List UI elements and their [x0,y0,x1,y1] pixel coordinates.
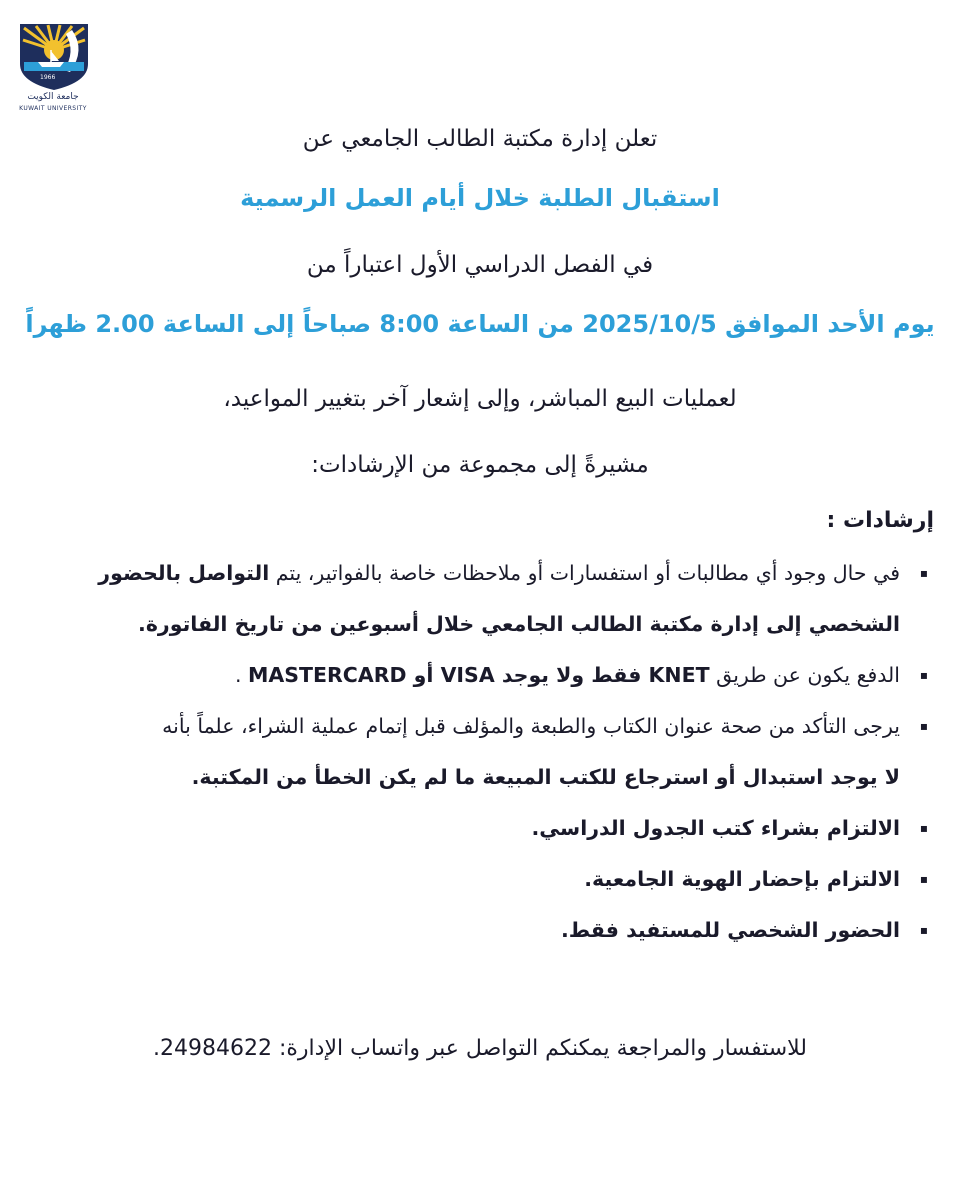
contact-footer: للاستفسار والمراجعة يمكنكم التواصل عبر واتساب الإدارة: 24984622. [153,1036,807,1061]
bullet-icon: ▪ [919,719,928,733]
logo-name-english: KUWAIT UNIVERSITY [19,105,87,112]
bullet-icon: ▪ [919,872,928,886]
logo-year: 1966 [40,74,56,81]
item-text: في حال وجود أي مطالبات أو استفسارات أو ملاحظات خاصة بالفواتير، يتم [269,561,900,585]
item-text-bold: التواصل بالحضور [98,561,270,585]
list-item [27,650,932,701]
item-text-bold: الشخصي إلى إدارة مكتبة الطالب الجامعي خلال أسبوعين من تاريخ الفاتورة. [138,612,900,636]
announcement-line-1: تعلن إدارة مكتبة الطالب الجامعي عن [302,126,658,152]
item-text-bold: الالتزام بإحضار الهوية الجامعية. [584,867,900,891]
announcement-line-2: استقبال الطلبة خلال أيام العمل الرسمية [240,184,720,212]
announcement-line-6: مشيرةً إلى مجموعة من الإرشادات: [311,452,649,478]
list-item [27,854,932,905]
item-text-bold: KNET فقط ولا يوجد VISA أو MASTERCARD [248,663,710,687]
announcement-schedule: يوم الأحد الموافق 2025/10/5 من الساعة 8:00 صباحاً إلى الساعة 2.00 ظهراً [25,310,935,338]
bullet-icon: ▪ [919,923,928,937]
item-text: الدفع يكون عن طريق [709,663,900,687]
list-item [27,905,932,956]
item-text-bold: الحضور الشخصي للمستفيد فقط. [561,918,900,942]
announcement-line-5: لعمليات البيع المباشر، وإلى إشعار آخر بتغيير المواعيد، [223,386,737,412]
item-text-bold: الالتزام بشراء كتب الجدول الدراسي. [531,816,900,840]
item-text: يرجى التأكد من صحة عنوان الكتاب والطبعة والمؤلف قبل إتمام عملية الشراء، علماً بأنه [162,714,900,738]
bullet-icon: ▪ [919,668,928,682]
bullet-icon: ▪ [919,566,928,580]
announcement-line-3: في الفصل الدراسي الأول اعتباراً من [306,252,654,278]
list-item [27,803,932,854]
list-item [27,701,932,803]
item-text-bold: لا يوجد استبدال أو استرجاع للكتب المبيعة ما لم يكن الخطأ من المكتبة. [191,765,900,789]
logo-name-arabic: جامعة الكويت [27,92,79,102]
item-text: . [234,663,248,687]
bullet-icon: ▪ [919,821,928,835]
kuwait-university-emblem [14,20,94,92]
list-item [27,548,932,650]
instructions-heading: إرشادات : [826,508,934,533]
instructions-list [27,548,932,956]
